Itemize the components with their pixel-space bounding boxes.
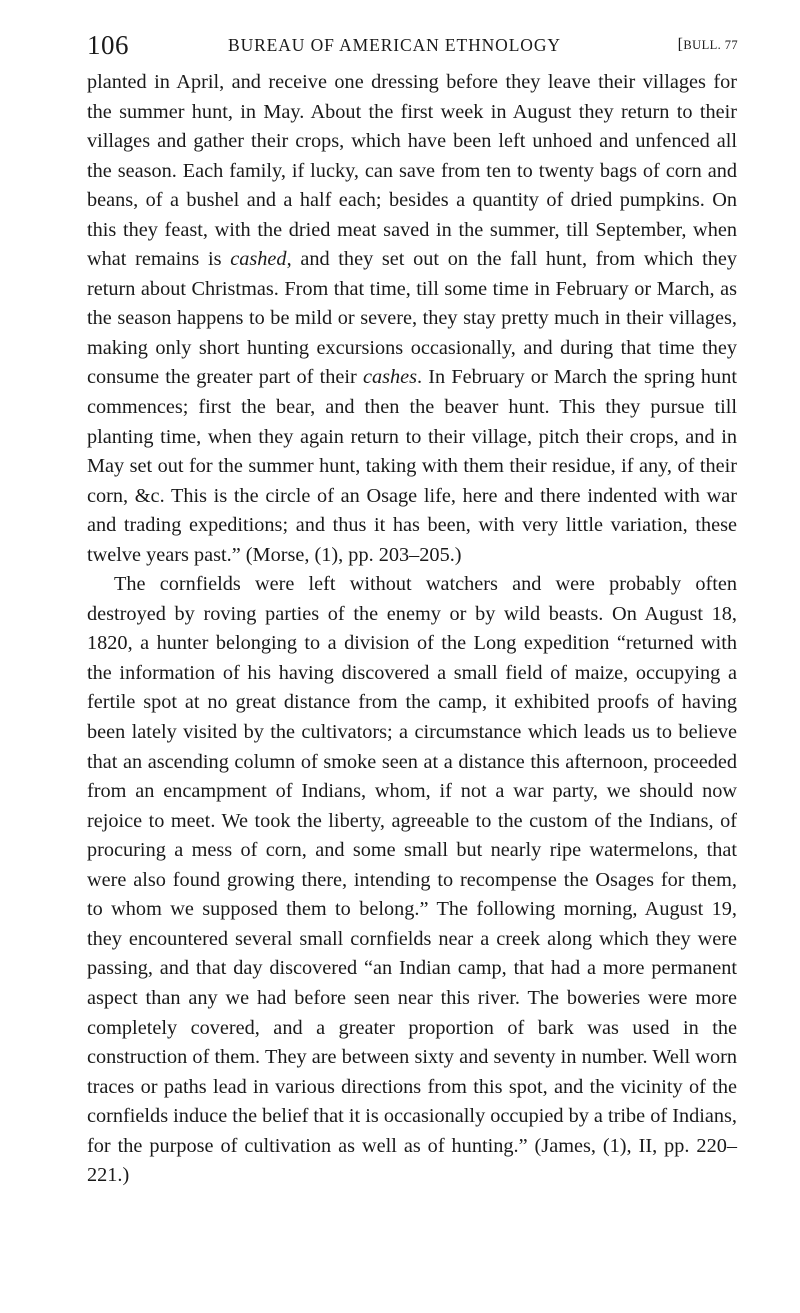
document-page xyxy=(87,0,738,1187)
italic-cashed: cashed xyxy=(230,248,287,271)
running-head xyxy=(87,0,737,64)
paragraph-osage-seasons xyxy=(87,68,737,570)
running-title: BUREAU OF AMERICAN ETHNOLOGY xyxy=(228,35,561,55)
page-number: 106 xyxy=(87,30,129,60)
body-text xyxy=(87,68,737,1191)
bulletin-reference xyxy=(678,36,738,54)
paragraph-1-part-3: . In February or March the spring hunt commences; first the bear, and then the beaver hunt. This they pursue till planting time, when they again return to their village, pitch their crops, and in May set out for the summer hunt, taking with them their residue, if any, of their corn, &c. This is the circle of an Osage life, here and there indented with war and trading expeditions; and thus it has been, with very little variation, these twelve years past.” (Morse, (1), pp. 203–205.) xyxy=(87,366,737,566)
italic-cashes: cashes xyxy=(362,366,418,389)
paragraph-1-part-1: planted in April, and receive one dressing before they leave their villages for the summer hunt, in May. About the first week in August they return to their villages and gather their crops, which have been left unhoed and unfenced all the season. Each family, if lucky, can save from ten to twenty bags of corn and beans, of a bushel and a half each; besides a quantity of dried pumpkins. On this they feast, with the dried meat saved in the summer, till September, when what remains is xyxy=(87,71,737,271)
paragraph-cornfields: The cornfields were left without watchers and were probably often destroyed by roving parties of the enemy or by wild beasts. On August 18, 1820, a hunter belonging to a division of the Long expedition “returned with the information of his having discovered a small field of maize, occupying a fertile spot at no great distance from the camp, it exhibited proofs of having been lately visited by the cultivators; a circumstance which leads us to believe that an ascending column of smoke seen at a distance this afternoon, proceeded from an encampment of Indians, whom, if not a war party, we should now rejoice to meet. We took the liberty, agreeable to the custom of the Indians, of procuring a mess of corn, and some small but nearly ripe watermelons, that were also found growing there, intending to recompense the Osages for them, to whom we supposed them to belong.” The following morning, August 19, they encountered several small cornfields near a creek along which they were passing, and that day discovered “an Indian camp, that had a more permanent aspect than any we had before seen near this river. The boweries were more completely covered, and a greater proportion of bark was used in the construction of them. They are between sixty and seventy in number. Well worn traces or paths lead in various directions from this spot, and the vicinity of the cornfields induce the belief that it is occasionally occupied by a tribe of Indians, for the purpose of cultivation as well as of hunting.” (James, (1), II, pp. 220–221.) xyxy=(87,573,737,1187)
bulletin-label: BULL. 77 xyxy=(683,38,738,52)
paragraph-1-part-2: , and they set out on the fall hunt, from which they return about Christmas. From that time, till some time in February or March, as the season happens to be mild or severe, they stay pretty much in their villages, making only short hunting excursions occasionally, and during that time they consume the greater part of their xyxy=(87,248,737,389)
bulletin-bracket: [ xyxy=(677,36,684,53)
